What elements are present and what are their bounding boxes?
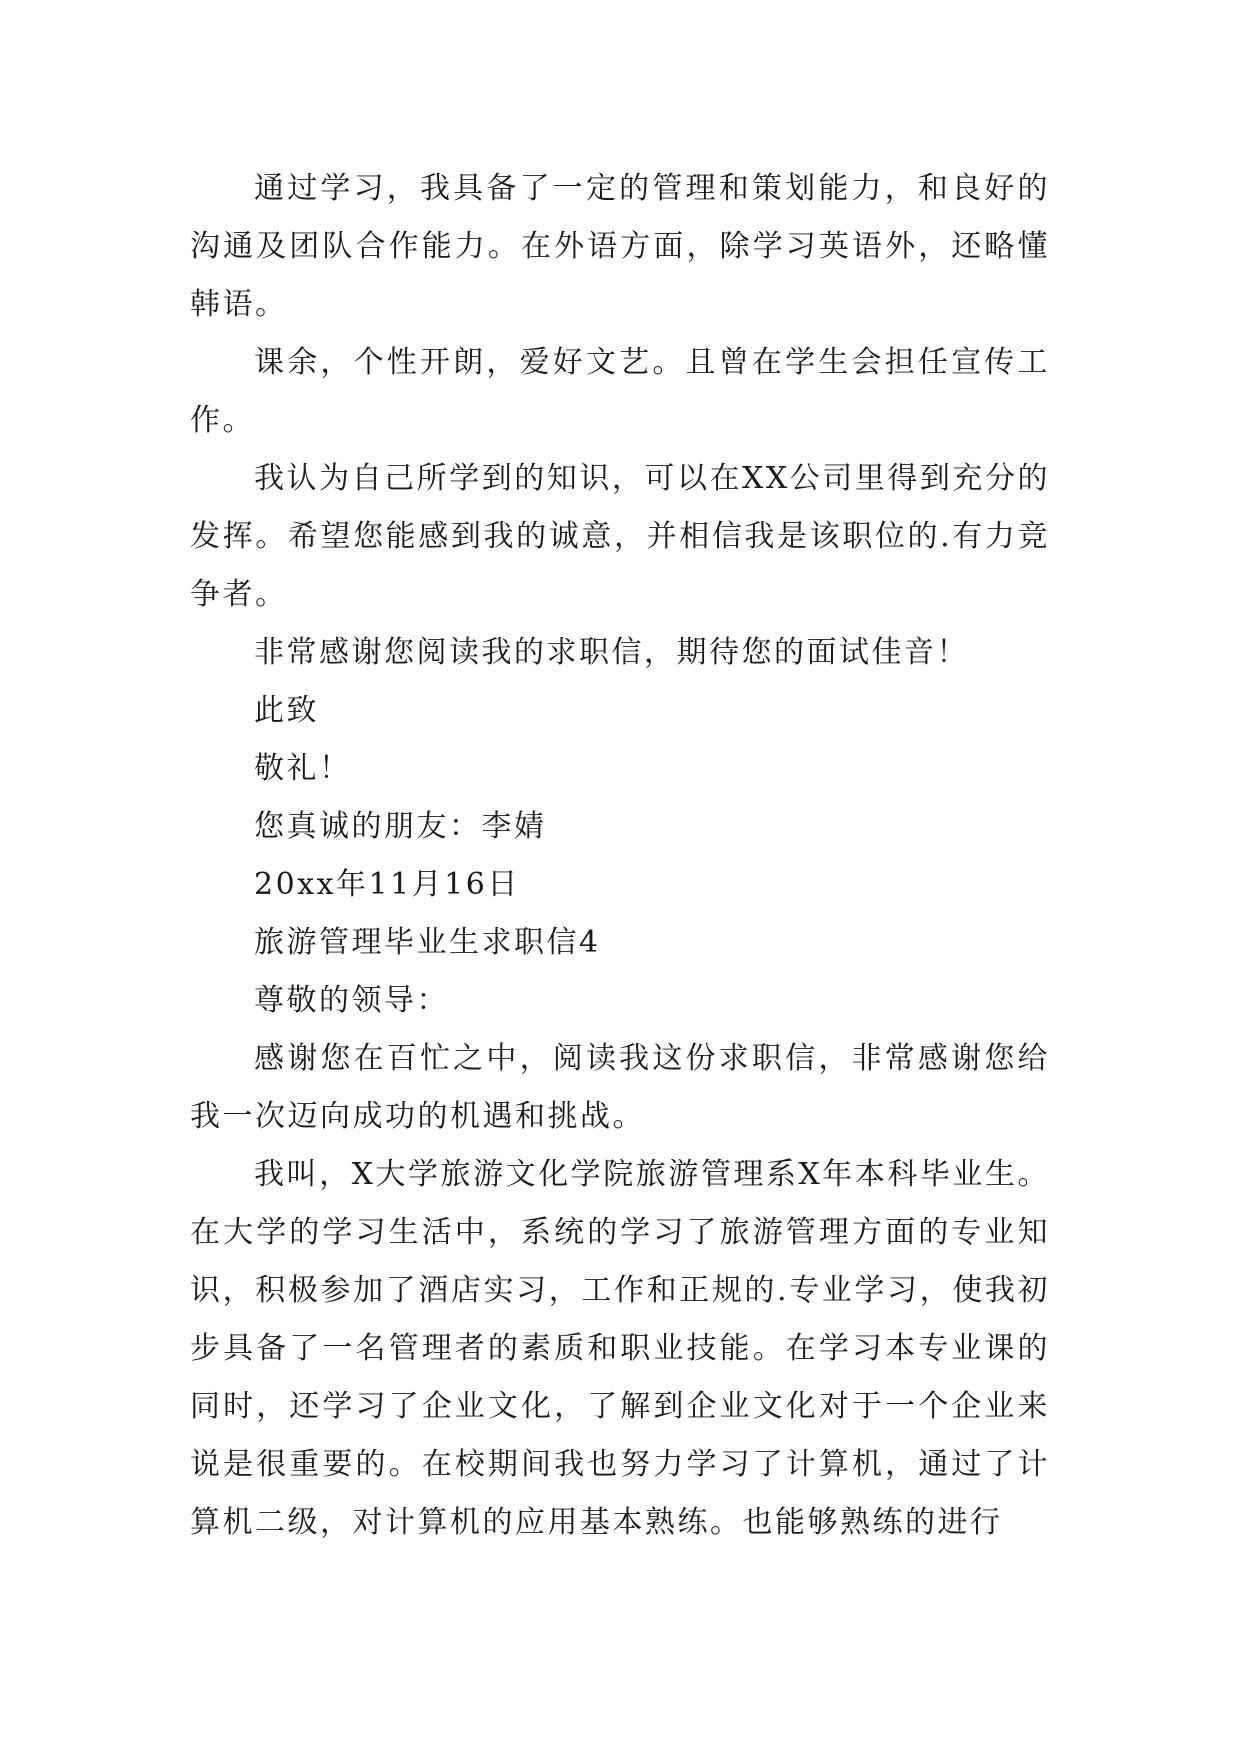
- date-line: 20xx年11月16日: [254, 867, 520, 902]
- paragraph-skills: 通过学习，我具备了一定的管理和策划能力，和良好的沟通及团队合作能力。在外语方面，除学习英语外，还略懂韩语。: [190, 171, 1050, 322]
- paragraph-introduction: 我叫，X大学旅游文化学院旅游管理系X年本科毕业生。在大学的学习生活中，系统的学习了旅游管理方面的专业知识，积极参加了酒店实习，工作和正规的.专业学习，使我初步具备了一名管理者的素质和职业技能。在学习本专业课的同时，还学习了企业文化，了解到企业文化对于一个企业来说是很重要的。在校期间我也努力学习了计算机，通过了计算机二级，对计算机的应用基本熟练。也能够熟练的进行: [190, 1157, 1050, 1540]
- closing-salutation: 此致: [254, 693, 319, 728]
- paragraph-company-fit: 我认为自己所学到的知识，可以在XX公司里得到充分的发挥。希望您能感到我的诚意，并相信我是该职位的.有力竞争者。: [190, 461, 1050, 612]
- paragraph-hobbies: 课余，个性开朗，爱好文艺。且曾在学生会担任宣传工作。: [190, 345, 1050, 438]
- paragraph-thanks: 非常感谢您阅读我的求职信，期待您的面试佳音！: [254, 635, 969, 670]
- letter-greeting: 尊敬的领导：: [254, 983, 449, 1018]
- closing-regards: 敬礼！: [254, 751, 352, 786]
- signature-line: 您真诚的朋友：李婧: [254, 809, 547, 844]
- letter-body: [190, 160, 1050, 1552]
- section-title: 旅游管理毕业生求职信4: [254, 925, 601, 960]
- paragraph-opening: 感谢您在百忙之中，阅读我这份求职信，非常感谢您给我一次迈向成功的机遇和挑战。: [190, 1041, 1050, 1134]
